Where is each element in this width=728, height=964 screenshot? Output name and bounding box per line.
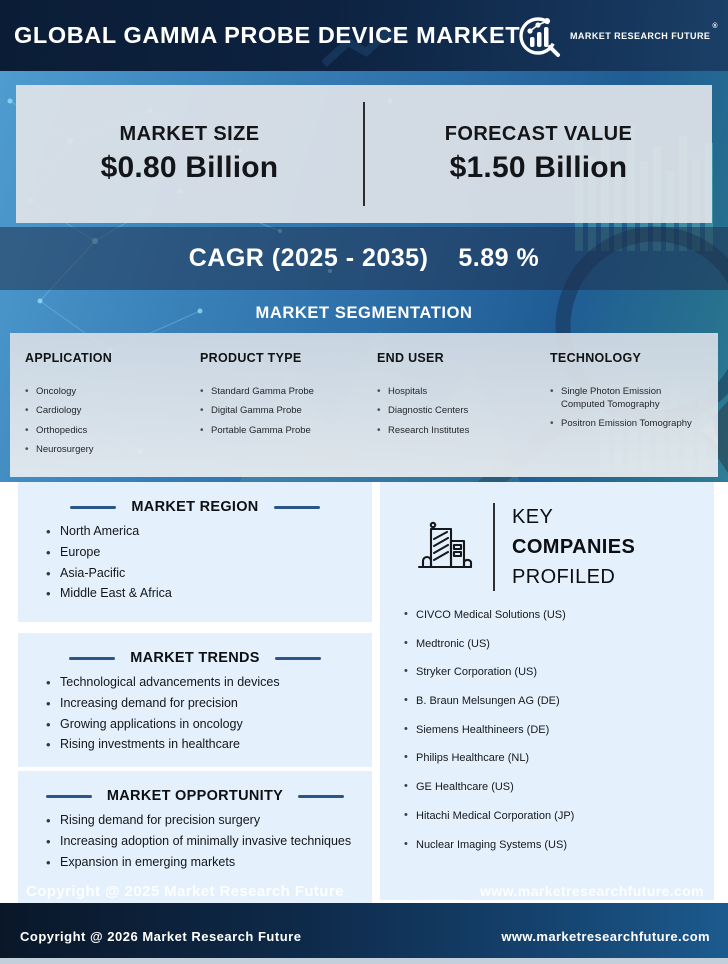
footer-copyright: Copyright @ 2026 Market Research Future: [20, 929, 302, 944]
cagr-band: [0, 227, 728, 290]
list-item: • Rising investments in healthcare: [46, 737, 358, 752]
market-size-value: $0.80 Billion: [100, 151, 279, 184]
list-item: • Growing applications in oncology: [46, 717, 358, 732]
key-companies-header: [414, 502, 714, 592]
details-section: [0, 482, 728, 903]
footer-bar: [0, 903, 728, 958]
list-item: • Diagnostic Centers: [377, 405, 540, 418]
cagr-label: CAGR (2025 - 2035): [188, 244, 429, 272]
market-size-block: [16, 123, 363, 185]
list-item: • Digital Gamma Probe: [200, 405, 367, 418]
list-item: • Middle East & Africa: [46, 586, 358, 601]
dash-decor: [46, 795, 92, 798]
market-trends-card: [18, 633, 372, 767]
segment-column-technology: [550, 351, 712, 477]
market-size-label: MARKET SIZE: [119, 123, 260, 145]
segment-column-end-user: [377, 351, 550, 477]
dash-decor: [275, 657, 321, 660]
list-item: • Single Photon Emission Computed Tomography: [550, 386, 702, 412]
list-item: • Asia-Pacific: [46, 566, 358, 581]
list-item: • Orthopedics: [25, 425, 190, 438]
segment-column-application: [25, 351, 200, 477]
market-trends-title: MARKET TRENDS: [130, 650, 260, 666]
stats-panel: [16, 85, 712, 223]
market-region-list: [18, 524, 372, 602]
segment-list: [550, 386, 702, 431]
title-line-key: KEY: [512, 506, 554, 528]
key-companies-card: [380, 482, 714, 900]
list-item: • Nuclear Imaging Systems (US): [404, 839, 704, 852]
list-item: • CIVCO Medical Solutions (US): [404, 609, 704, 622]
market-trends-list: [18, 675, 372, 753]
list-item: • Hitachi Medical Corporation (JP): [404, 810, 704, 823]
companies-list: [380, 609, 714, 852]
list-item: • Increasing adoption of minimally invasive techniques: [46, 834, 358, 849]
list-item: • Portable Gamma Probe: [200, 425, 367, 438]
page-title: GLOBAL GAMMA PROBE DEVICE MARKET: [14, 22, 521, 48]
market-opportunity-title: MARKET OPPORTUNITY: [106, 788, 284, 804]
brand-logo: [516, 0, 718, 71]
footer-website-link[interactable]: www.marketresearchfuture.com: [501, 929, 710, 944]
vertical-divider: [493, 503, 495, 591]
segmentation-title: MARKET SEGMENTATION: [255, 303, 473, 322]
header-bar: [0, 0, 728, 71]
market-region-title: MARKET REGION: [131, 499, 259, 515]
list-item: • Increasing demand for precision: [46, 696, 358, 711]
brand-name: MARKET RESEARCH FUTURE®: [569, 23, 718, 41]
building-icon: [414, 517, 474, 577]
list-item: • GE Healthcare (US): [404, 781, 704, 794]
watermark-website: www.marketresearchfuture.com: [480, 883, 704, 899]
market-region-card: [18, 482, 372, 622]
segmentation-title-row: [0, 300, 728, 326]
list-item: • Siemens Healthineers (DE): [404, 724, 704, 737]
list-item: • Technological advancements in devices: [46, 675, 358, 690]
list-item: • Positron Emission Tomography: [550, 418, 702, 431]
segmentation-panel: [10, 333, 718, 477]
card-title-row: [18, 650, 372, 666]
watermark-copyright: Copyright @ 2025 Market Research Future: [26, 883, 344, 900]
forecast-value-block: [365, 123, 712, 185]
hero-section: [0, 71, 728, 482]
list-item: • Research Institutes: [377, 425, 540, 438]
mrfr-logo-icon: [516, 13, 562, 59]
segment-list: [377, 386, 540, 437]
list-item: • Expansion in emerging markets: [46, 855, 358, 870]
footer-bottom-strip: [0, 958, 728, 964]
registered-mark: ®: [712, 23, 718, 30]
segment-heading: APPLICATION: [25, 351, 113, 365]
key-companies-title: [512, 502, 635, 592]
segment-column-product-type: [200, 351, 377, 477]
card-title-row: [18, 499, 372, 515]
card-title-row: [18, 788, 372, 804]
cagr-value: 5.89 %: [458, 244, 540, 272]
list-item: • Medtronic (US): [404, 638, 704, 651]
list-item: • Europe: [46, 545, 358, 560]
segment-list: [200, 386, 367, 437]
list-item: • Stryker Corporation (US): [404, 666, 704, 679]
market-opportunity-list: [18, 813, 372, 870]
list-item: • Rising demand for precision surgery: [46, 813, 358, 828]
forecast-value-label: FORECAST VALUE: [444, 123, 633, 145]
dash-decor: [298, 795, 344, 798]
list-item: • Neurosurgery: [25, 444, 190, 457]
list-item: • Hospitals: [377, 386, 540, 399]
list-item: • B. Braun Melsungen AG (DE): [404, 695, 704, 708]
segment-list: [25, 386, 190, 457]
title-line-companies: COMPANIES: [512, 536, 636, 558]
segment-heading: TECHNOLOGY: [550, 351, 642, 365]
list-item: • North America: [46, 524, 358, 539]
list-item: • Philips Healthcare (NL): [404, 752, 704, 765]
list-item: • Cardiology: [25, 405, 190, 418]
dash-decor: [70, 506, 116, 509]
dash-decor: [69, 657, 115, 660]
dash-decor: [274, 506, 320, 509]
segment-heading: PRODUCT TYPE: [200, 351, 302, 365]
segment-heading: END USER: [377, 351, 444, 365]
list-item: • Standard Gamma Probe: [200, 386, 367, 399]
title-line-profiled: PROFILED: [512, 566, 616, 588]
forecast-value-value: $1.50 Billion: [449, 151, 628, 184]
list-item: • Oncology: [25, 386, 190, 399]
